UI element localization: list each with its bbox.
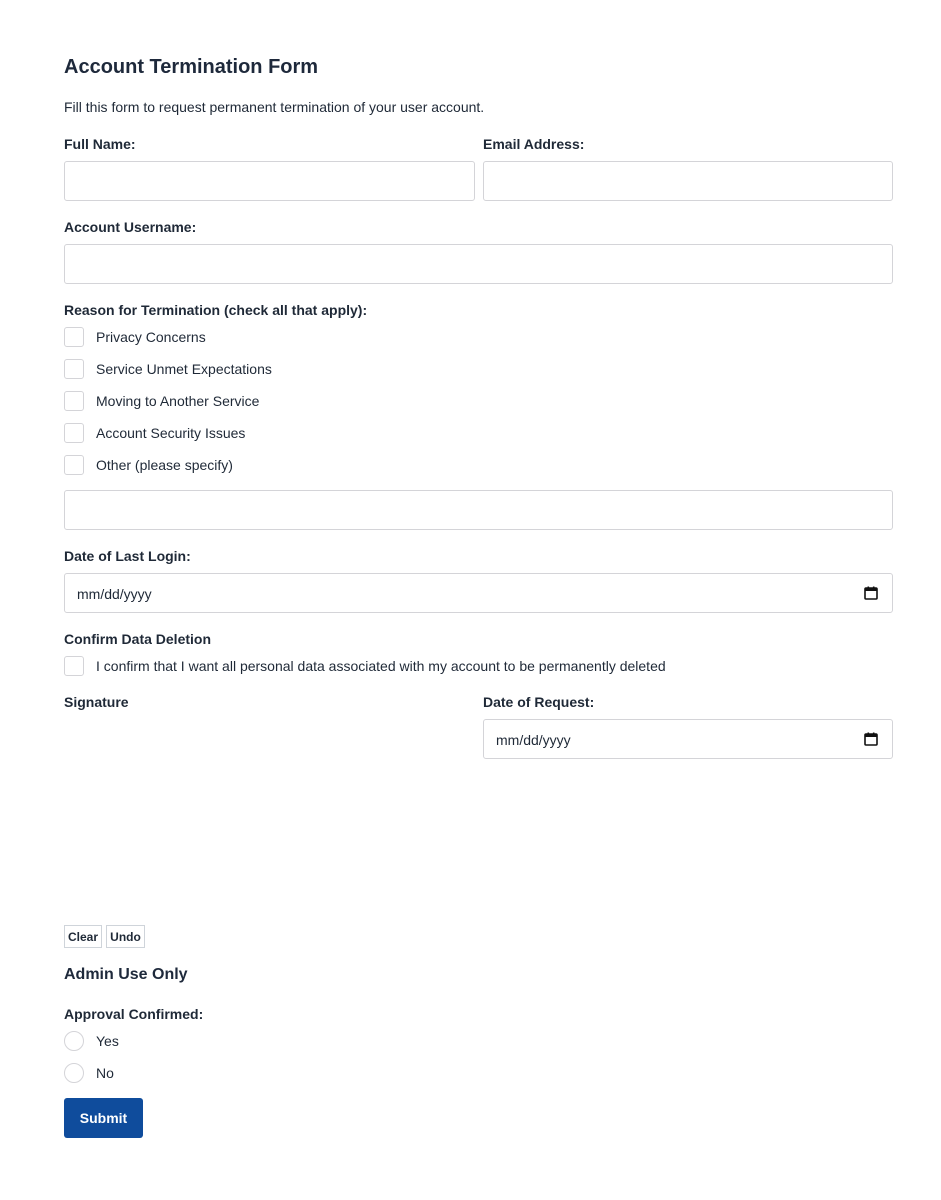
admin-heading: Admin Use Only (64, 966, 188, 983)
last-login-date-input[interactable] (64, 573, 893, 613)
approval-no-label: No (96, 1065, 114, 1081)
other-reason-input[interactable] (64, 490, 893, 530)
reason-label-moving: Moving to Another Service (96, 393, 260, 409)
last-login-label: Date of Last Login: (64, 548, 191, 564)
approval-yes-radio[interactable] (64, 1031, 84, 1051)
undo-signature-button[interactable]: Undo (106, 925, 145, 948)
email-label: Email Address: (483, 136, 585, 152)
request-date-placeholder: mm/dd/yyyy (496, 732, 571, 748)
reason-checkbox-security[interactable] (64, 423, 84, 443)
confirm-deletion-text: I confirm that I want all personal data associated with my account to be permanently deleted (96, 658, 666, 674)
reason-label-security: Account Security Issues (96, 425, 246, 441)
confirm-deletion-label: Confirm Data Deletion (64, 631, 212, 647)
approval-label: Approval Confirmed: (64, 1006, 204, 1022)
approval-yes-label: Yes (96, 1033, 119, 1049)
approval-no-radio[interactable] (64, 1063, 84, 1083)
full-name-input[interactable] (64, 161, 475, 201)
reason-label: Reason for Termination (check all that apply): (64, 302, 368, 318)
email-input[interactable] (483, 161, 893, 201)
clear-signature-button[interactable]: Clear (64, 925, 102, 948)
submit-button[interactable]: Submit (64, 1098, 143, 1138)
form-description: Fill this form to request permanent termination of your user account. (64, 99, 485, 115)
calendar-icon[interactable] (864, 732, 878, 746)
reason-label-privacy: Privacy Concerns (96, 329, 206, 345)
confirm-deletion-checkbox[interactable] (64, 656, 84, 676)
last-login-date-placeholder: mm/dd/yyyy (77, 586, 152, 602)
signature-label: Signature (64, 694, 129, 710)
reason-checkbox-moving[interactable] (64, 391, 84, 411)
page-title: Account Termination Form (64, 56, 319, 78)
request-date-input[interactable] (483, 719, 893, 759)
reason-label-expectations: Service Unmet Expectations (96, 361, 272, 377)
reason-label-other: Other (please specify) (96, 457, 233, 473)
username-input[interactable] (64, 244, 893, 284)
reason-checkbox-other[interactable] (64, 455, 84, 475)
reason-checkbox-privacy[interactable] (64, 327, 84, 347)
reason-checkbox-expectations[interactable] (64, 359, 84, 379)
request-date-label: Date of Request: (483, 694, 595, 710)
calendar-icon[interactable] (864, 586, 878, 600)
signature-pad[interactable] (64, 719, 475, 919)
username-label: Account Username: (64, 219, 197, 235)
full-name-label: Full Name: (64, 136, 136, 152)
